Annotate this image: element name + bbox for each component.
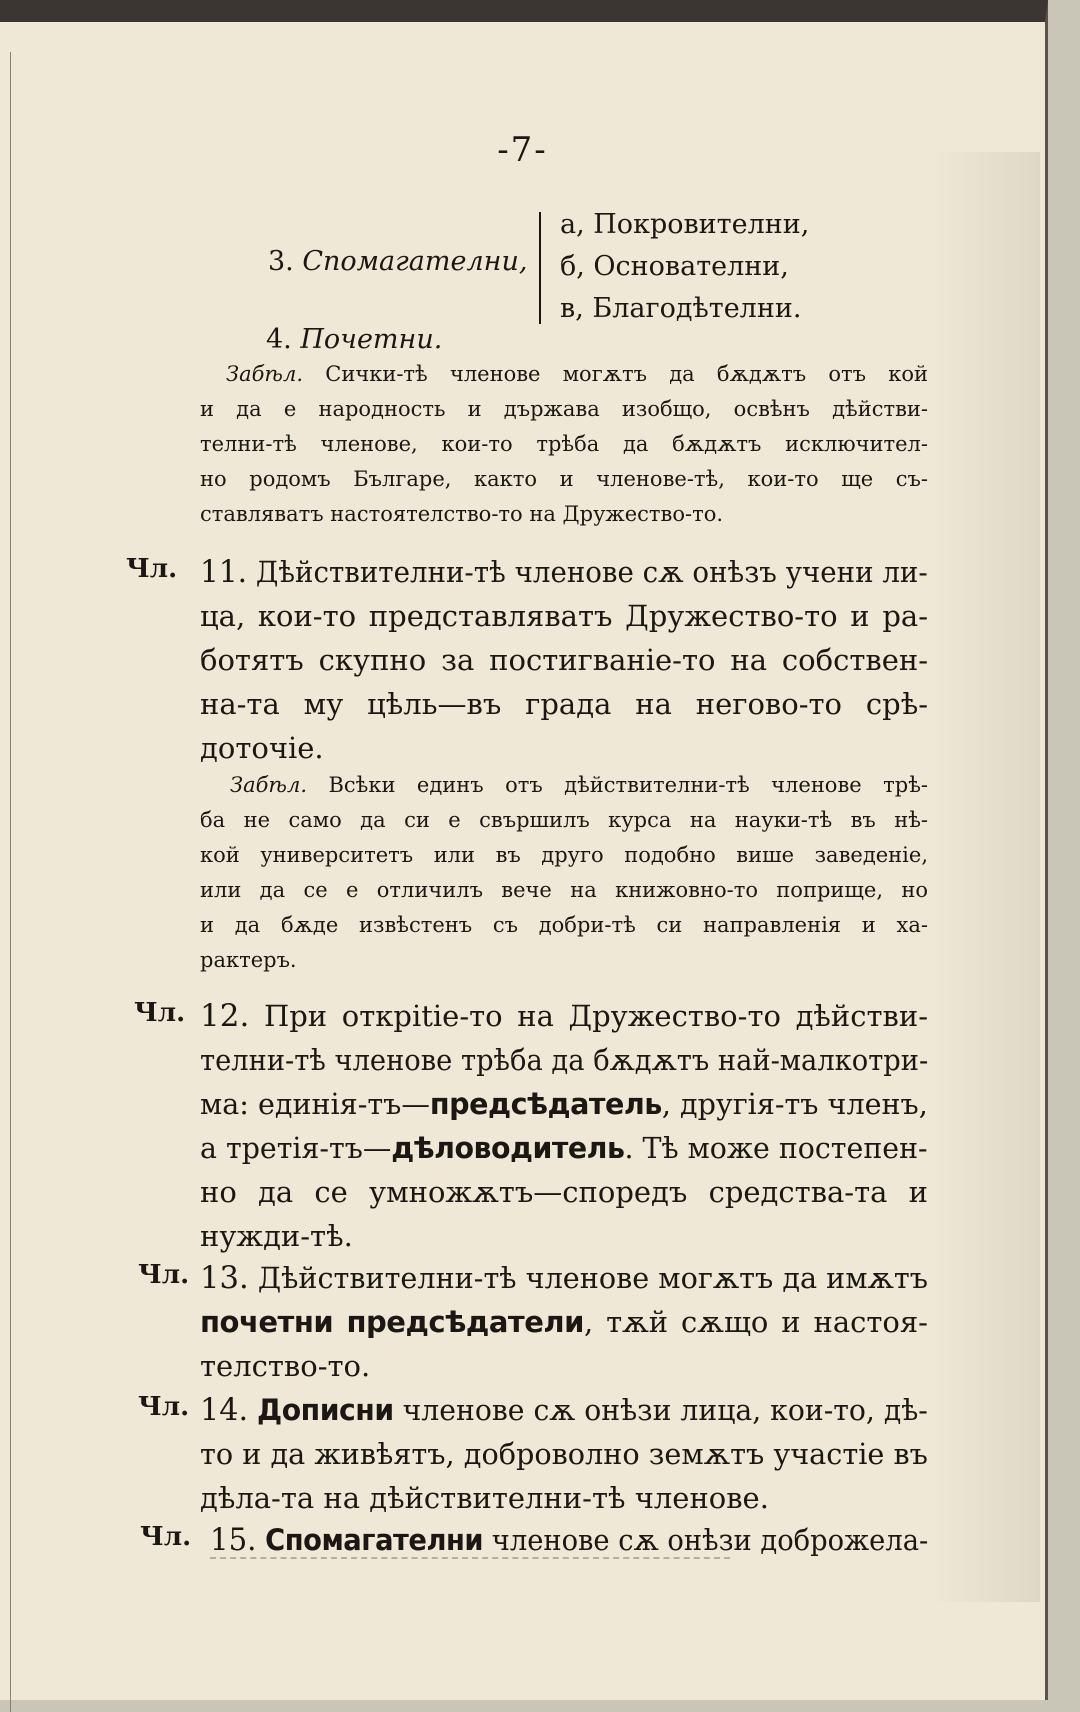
member-classes — [260, 204, 920, 354]
note-1 — [200, 357, 928, 532]
art-12-line — [200, 1126, 928, 1170]
art-15-line — [210, 1518, 929, 1562]
art-11-line: на-та му цѣль—въ града на негово-то срѣ- — [200, 687, 928, 721]
faded-bottom-rule — [210, 1557, 730, 1561]
note-2-line: ба не само да си е свършилъ курса на науки-тѣ въ нѣ- — [200, 808, 928, 832]
art-13-line — [200, 1300, 928, 1344]
subtype-b: б, Основателни, — [560, 251, 789, 282]
art-13-text: Дѣйствителни-тѣ членове могѫтъ да имѫтъ — [257, 1261, 928, 1295]
art-14-label: Чл. — [138, 1392, 190, 1422]
art-11-line: ботятъ скупно за постигваніе-то на собствен- — [200, 643, 928, 677]
art-11-line: доточіе. — [200, 731, 324, 765]
art-13-number: 13. — [200, 1260, 249, 1296]
note-2-line — [200, 768, 928, 803]
note-1-text: Сички-тѣ членове могѫтъ да бѫдѫтъ отъ кой — [325, 362, 928, 386]
class-brace — [539, 212, 541, 324]
art-14-line: то и да живѣятъ, доброволно земѫтъ участіе въ — [200, 1437, 928, 1471]
corresponding-term: Дописни — [257, 1393, 394, 1427]
art-11-text: Дѣйствителни-тѣ членове сѫ онѣзъ учени ли- — [255, 555, 928, 589]
art-12-line: нужди-тѣ. — [200, 1219, 353, 1253]
secretary-term: дѣловодитель — [391, 1131, 625, 1165]
art-12-label: Чл. — [134, 998, 186, 1028]
note-2 — [200, 768, 928, 978]
class-3-subtypes — [560, 204, 809, 330]
art-15-text: членове сѫ онѣзи доброжела- — [483, 1523, 929, 1557]
note-1-line — [200, 357, 928, 392]
note-2-line: или да се е отличилъ вече на книжовно-то поприще, но — [200, 878, 928, 902]
subtype-a: а, Покровителни, — [560, 209, 810, 240]
art-12-number: 12. — [200, 998, 250, 1034]
art-12-text: . Тѣ може постепен- — [624, 1131, 928, 1165]
class-3 — [268, 246, 527, 277]
art-12-text: ма: единія-тъ— — [200, 1087, 430, 1121]
art-13-line — [200, 1256, 928, 1300]
art-12-text: При открitіе-то на Дружество-то дѣйстви- — [263, 999, 928, 1033]
art-11-line — [200, 550, 928, 594]
page-number: -7- — [497, 130, 548, 170]
article-15 — [210, 1518, 928, 1562]
art-14-line: дѣла-та на дѣйствителни-тѣ членове. — [200, 1481, 769, 1515]
class-4-label: Почетни. — [300, 324, 443, 355]
note-2-lead: Забѣл. — [230, 773, 307, 797]
art-14-text: членове сѫ онѣзи лица, кои-то, дѣ- — [393, 1393, 928, 1427]
art-12-line — [200, 994, 928, 1038]
art-12-line — [200, 1082, 928, 1126]
article-11 — [200, 550, 928, 770]
art-14-number: 14. — [200, 1392, 249, 1428]
note-2-text: Всѣки единъ отъ дѣйствителни-тѣ членове трѣ- — [328, 773, 928, 797]
show-through-shadow — [930, 152, 1040, 1602]
note-1-line: ставляватъ настоятелство-то на Дружество-то. — [200, 502, 724, 526]
note-2-line: кой университетъ или въ друго подобно више заведеніе, — [200, 843, 928, 867]
art-12-text: , другія-тъ членъ, — [661, 1087, 928, 1121]
art-13-label: Чл. — [138, 1260, 190, 1290]
page-edge-rule — [10, 52, 11, 1712]
class-3-number: 3. — [268, 246, 294, 277]
article-13 — [200, 1256, 928, 1388]
art-12-text: а третія-тъ— — [200, 1131, 392, 1165]
auxiliary-term: Спомагателни — [265, 1523, 484, 1557]
art-15-label: Чл. — [140, 1522, 192, 1552]
note-1-lead: Забѣл. — [226, 362, 303, 386]
art-13-text: , тѫй сѫщо и настоя- — [583, 1305, 928, 1339]
article-14 — [200, 1388, 928, 1520]
note-2-line: рактеръ. — [200, 948, 297, 972]
art-11-line: ца, кои-то представляватъ Дружество-то и ра- — [200, 599, 928, 633]
class-4-number: 4. — [266, 324, 292, 355]
note-2-line: и да бѫде извѣстенъ съ добри-тѣ си направленія и ха- — [200, 913, 928, 937]
art-12-line: телни-тѣ членове трѣба да бѫдѫтъ най-малкотри- — [200, 1043, 929, 1077]
article-12 — [200, 994, 928, 1258]
note-1-line: и да е народность и държава изобщо, освѣнъ дѣйстви- — [200, 397, 928, 421]
art-14-line — [200, 1388, 928, 1432]
chairman-term: предсѣдатель — [429, 1087, 662, 1121]
art-15-number: 15. — [210, 1522, 257, 1558]
art-11-label: Чл. — [126, 554, 178, 584]
note-1-line: но родомъ Българе, както и членове-тѣ, кои-то ще съ- — [200, 467, 928, 491]
class-4 — [266, 324, 442, 355]
subtype-c: в, Благодѣтелни. — [560, 293, 802, 324]
honorary-chairmen-term: почетни предсѣдатели — [200, 1305, 584, 1339]
art-13-line: телство-то. — [200, 1349, 371, 1383]
art-12-line: но да се умножѫтъ—споредъ средства-та и — [200, 1175, 928, 1209]
note-1-line: телни-тѣ членове, кои-то трѣба да бѫдѫтъ исключител- — [200, 432, 928, 456]
class-3-label: Спомагателни, — [302, 246, 528, 277]
art-11-number: 11. — [200, 554, 248, 590]
